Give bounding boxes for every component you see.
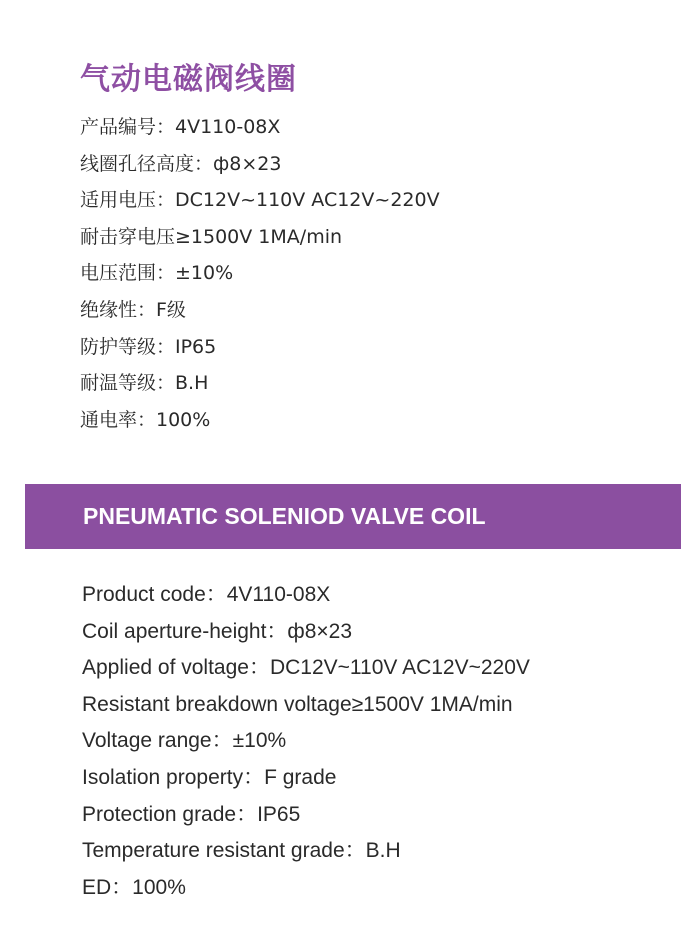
spec-item-coil-aperture-en: Coil aperture-height：ф8×23 xyxy=(82,619,353,643)
english-spec-list xyxy=(82,577,530,906)
chinese-spec-list xyxy=(80,109,440,438)
spec-item-insulation-cn: 绝缘性：F级 xyxy=(80,298,186,321)
spec-item-coil-aperture-cn: 线圈孔径高度：ф8×23 xyxy=(80,152,282,175)
spec-item-temperature-grade-cn: 耐温等级：B.H xyxy=(80,372,209,395)
spec-item-voltage-range-cn: 电压范围：±10% xyxy=(80,262,234,285)
spec-item-voltage-range-en: Voltage range：±10% xyxy=(82,729,287,753)
spec-item-duty-rate-en: ED：100% xyxy=(82,875,186,899)
spec-item-applied-voltage-cn: 适用电压：DC12V~110V AC12V~220V xyxy=(80,189,440,212)
chinese-title: 气动电磁阀线圈 xyxy=(80,62,297,97)
spec-item-duty-rate-cn: 通电率：100% xyxy=(80,408,211,431)
spec-item-product-code-en: Product code：4V110-08X xyxy=(82,583,331,606)
spec-item-protection-grade-en: Protection grade：IP65 xyxy=(82,802,301,826)
spec-item-isolation-en: Isolation property：F grade xyxy=(82,765,337,789)
spec-item-breakdown-voltage-en: Resistant breakdown voltage≥1500V 1MA/min xyxy=(82,692,513,716)
english-banner-title: PNEUMATIC SOLENIOD VALVE COIL xyxy=(83,503,486,529)
spec-item-temperature-grade-en: Temperature resistant grade：B.H xyxy=(82,839,401,863)
spec-item-product-code-cn: 产品编号：4V110-08X xyxy=(80,116,281,138)
english-title-banner xyxy=(25,484,681,549)
spec-item-breakdown-voltage-cn: 耐击穿电压≥1500V 1MA/min xyxy=(80,225,343,248)
spec-item-protection-grade-cn: 防护等级：IP65 xyxy=(80,335,217,358)
spec-item-applied-voltage-en: Applied of voltage：DC12V~110V AC12V~220V xyxy=(82,656,530,680)
